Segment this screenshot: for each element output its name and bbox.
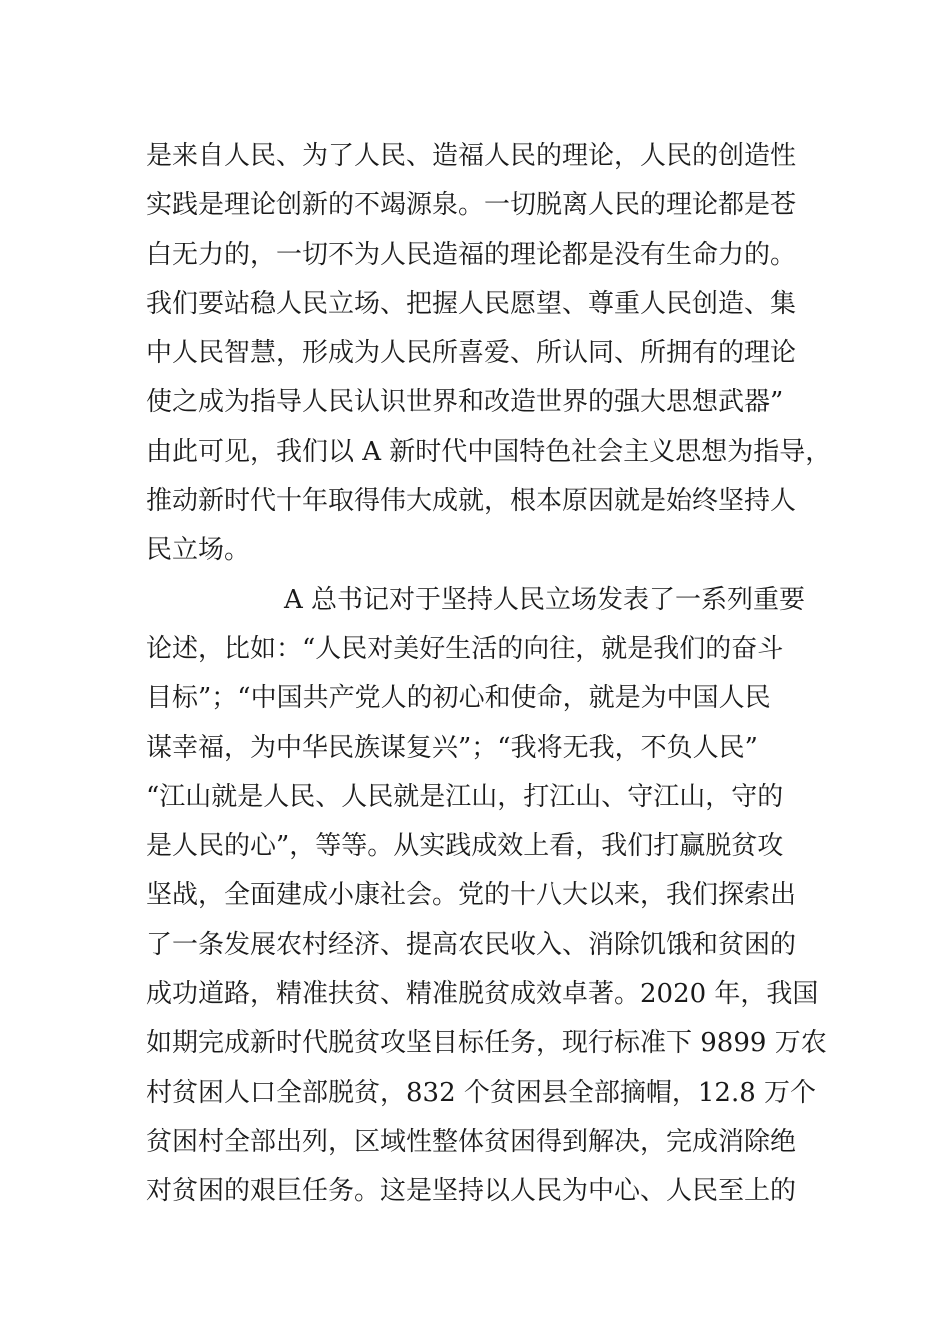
- text-line: 是人民的心”，等等。从实践成效上看，我们打赢脱贫攻: [146, 831, 784, 862]
- text-line: 由此可见，我们以 A 新时代中国特色社会主义思想为指导，: [146, 436, 832, 467]
- text-line: “江山就是人民、人民就是江山，打江山、守江山，守的: [146, 781, 784, 812]
- text-line: 村贫困人口全部脱贫，832 个贫困县全部摘帽，12.8 万个: [146, 1077, 817, 1108]
- text-line: 成功道路，精准扶贫、精准脱贫成效卓著。2020 年，我国: [146, 979, 819, 1010]
- text-line: 谋幸福，为中华民族谋复兴”；“我将无我，不负人民”: [146, 732, 758, 763]
- text-line: 推动新时代十年取得伟大成就，根本原因就是始终坚持人: [146, 486, 797, 517]
- text-line: 民立场。: [146, 535, 251, 566]
- text-line: 使之成为指导人民认识世界和改造世界的强大思想武器”: [146, 387, 784, 418]
- text-line: 论述，比如：“人民对美好生活的向往，就是我们的奋斗: [146, 633, 784, 664]
- text-line: 贫困村全部出列，区域性整体贫困得到解决，完成消除绝: [146, 1126, 797, 1157]
- text-line: 白无力的，一切不为人民造福的理论都是没有生命力的。: [146, 239, 797, 270]
- text-line: 如期完成新时代脱贫攻坚目标任务，现行标准下 9899 万农: [146, 1028, 827, 1059]
- text-line: 是来自人民、为了人民、造福人民的理论，人民的创造性: [146, 141, 797, 171]
- text-line: 对贫困的艰巨任务。这是坚持以人民为中心、人民至上的: [146, 1176, 797, 1207]
- text-line: 实践是理论创新的不竭源泉。一切脱离人民的理论都是苍: [146, 190, 797, 221]
- text-line: 了一条发展农村经济、提高农民收入、消除饥饿和贫困的: [146, 929, 797, 960]
- text-line: 目标”；“中国共产党人的初心和使命，就是为中国人民: [146, 683, 771, 714]
- paragraph-first-line: A 总书记对于坚持人民立场发表了一系列重要: [284, 584, 806, 615]
- text-line: 坚战，全面建成小康社会。党的十八大以来，我们探索出: [146, 880, 797, 911]
- body-text: [146, 132, 832, 1217]
- text-line: 中人民智慧，形成为人民所喜爱、所认同、所拥有的理论: [146, 338, 797, 369]
- text-line: 我们要站稳人民立场、把握人民愿望、尊重人民创造、集: [146, 288, 797, 319]
